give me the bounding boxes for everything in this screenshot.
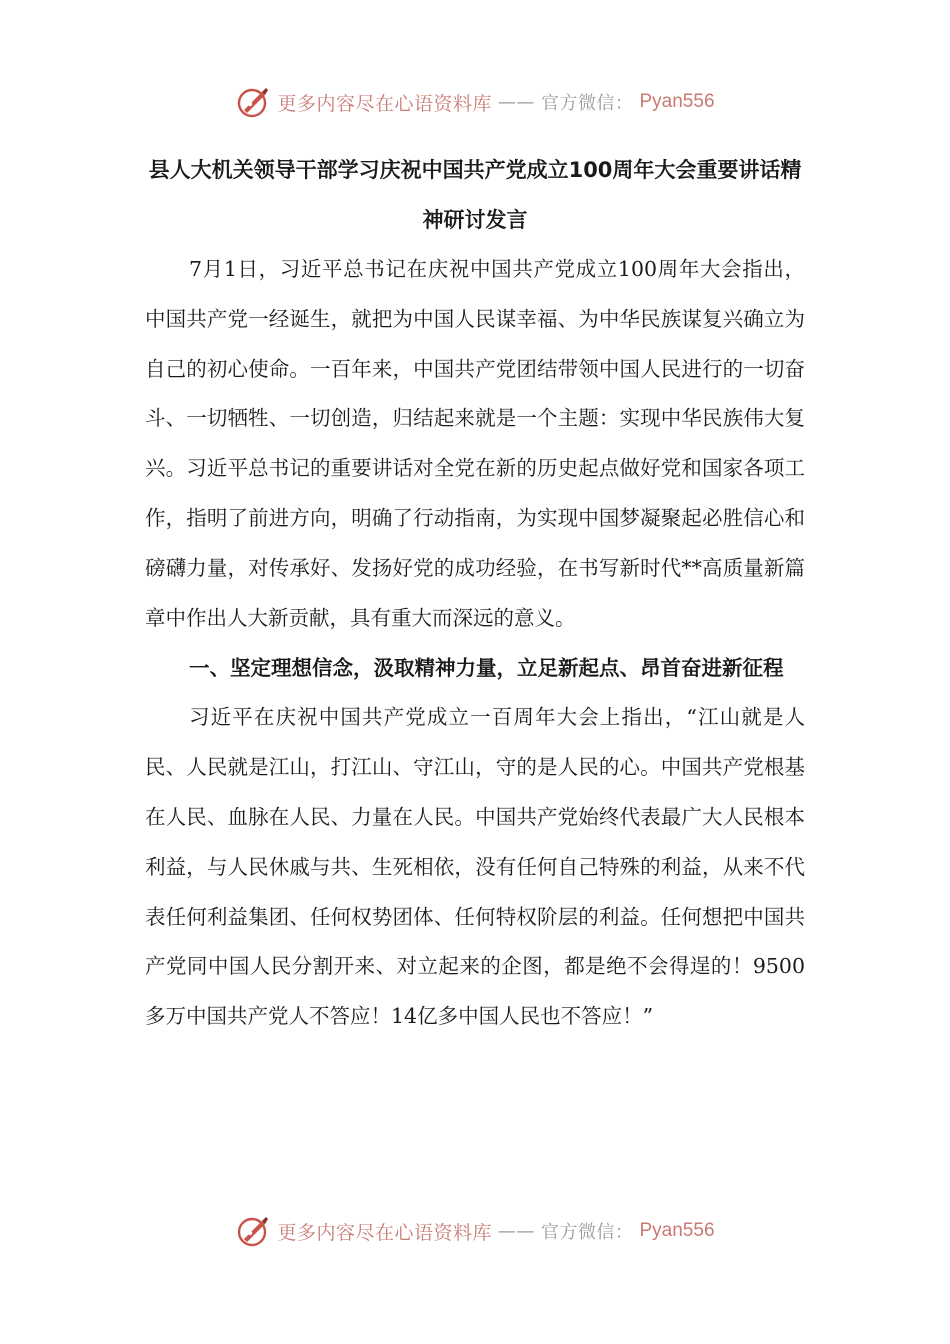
document-title: 县人大机关领导干部学习庆祝中国共产党成立100周年大会重要讲话精神研讨发言: [148, 158, 802, 232]
watermark-wechat-id: Pyan556: [639, 91, 715, 112]
pen-logo-icon: [235, 84, 271, 120]
watermark-sub-text: 官方微信：: [541, 93, 634, 114]
watermark-dash: ——: [498, 91, 535, 113]
section-heading-1: 一、坚定理想信念，汲取精神力量，立足新起点、昂首奋进新征程: [189, 656, 784, 681]
paragraph-intro: 7月1日，习近平总书记在庆祝中国共产党成立100周年大会指出，中国共产党一经诞生，就把为中国人民谋幸福、为中华民族谋复兴确立为自己的初心使命。一百年来，中国共产党团结带领中国人民进行的一切奋斗、一切牺牲、一切创造，归结起来就是一个主题：实现中华民族伟大复兴。习近平总书记的重要讲话对全党在新的历史起点做好党和国家各项工作，指明了前进方向，明确了行动指南，为实现中国梦凝聚起必胜信心和磅礴力量，对传承好、发扬好党的成功经验，在书写新时代**高质量新篇章中作出人大新贡献，具有重大而深远的意义。: [145, 257, 805, 630]
watermark-wechat-id: Pyan556: [639, 1220, 715, 1241]
watermark-dash: ——: [498, 1220, 535, 1242]
paragraph-quote: 习近平在庆祝中国共产党成立一百周年大会上指出，“江山就是人民、人民就是江山，打江山、守江山，守的是人民的心。中国共产党根基在人民、血脉在人民、力量在人民。中国共产党始终代表最广大人民根本利益，与人民休戚与共、生死相依，没有任何自己特殊的利益，从来不代表任何利益集团、任何权势团体、任何特权阶层的利益。任何想把中国共产党同中国人民分割开来、对立起来的企图，都是绝不会得逞的！9500多万中国共产党人不答应！14亿多中国人民也不答应！”: [145, 705, 805, 1029]
watermark-footer: [0, 1211, 950, 1251]
document-body: [145, 145, 805, 1042]
watermark-main-text: 更多内容尽在心语资料库: [277, 92, 492, 115]
watermark-main-text: 更多内容尽在心语资料库: [277, 1221, 492, 1244]
pen-logo-icon: [235, 1213, 271, 1249]
watermark-sub-text: 官方微信：: [541, 1222, 634, 1243]
watermark-header: [0, 82, 950, 122]
